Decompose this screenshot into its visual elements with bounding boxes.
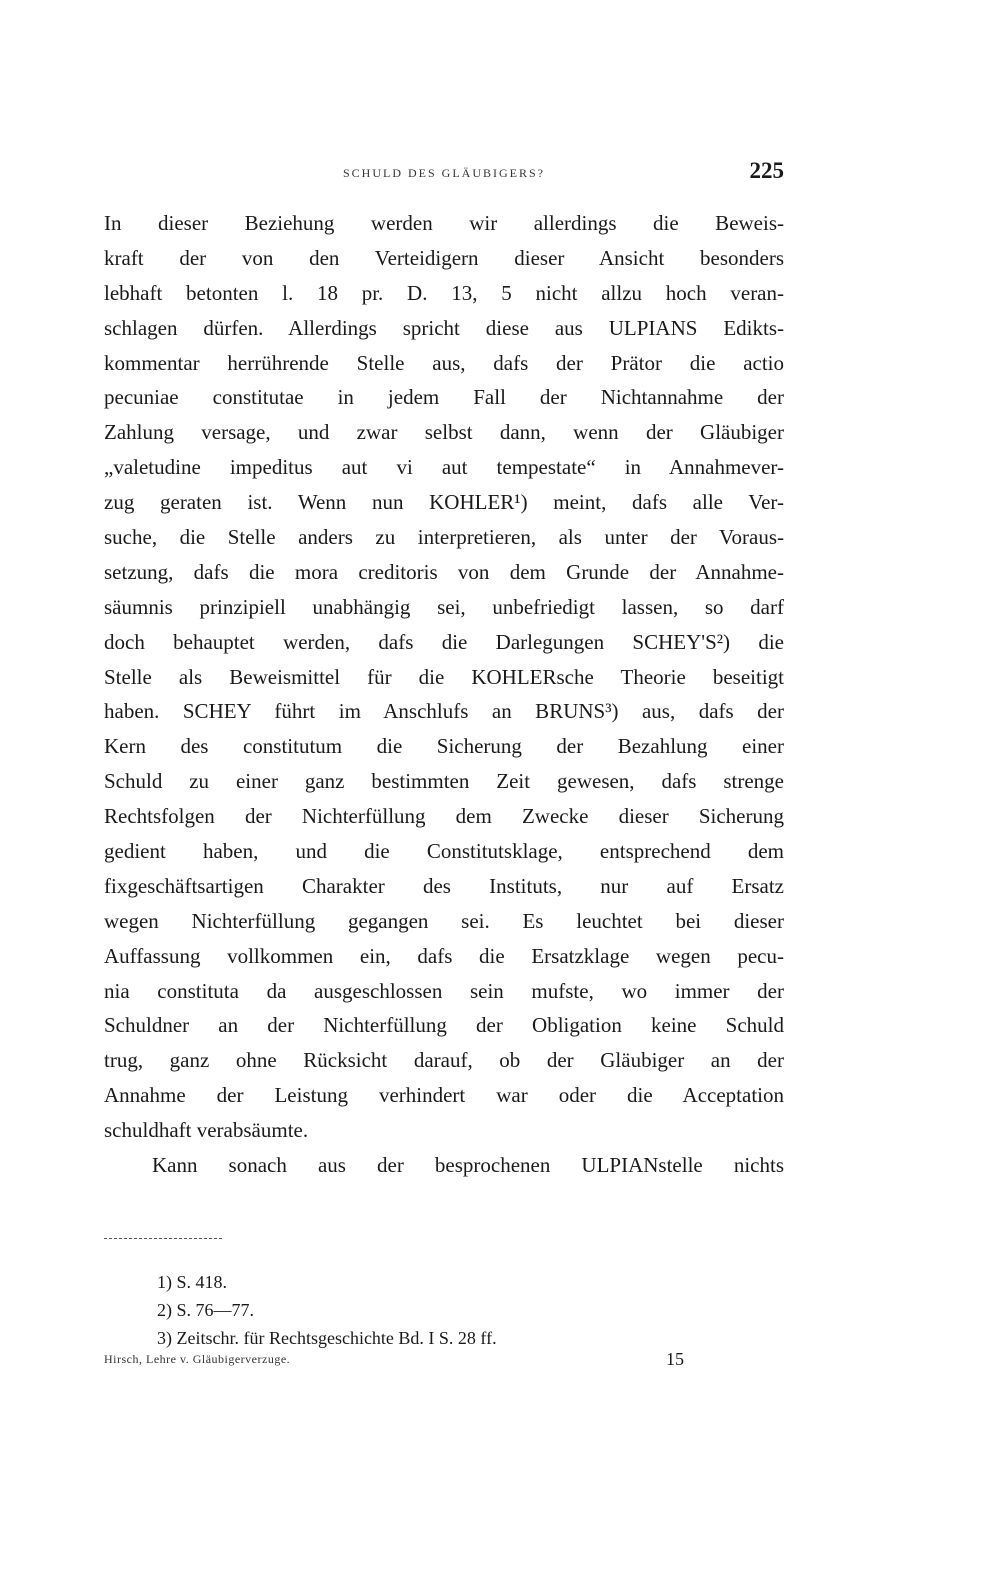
text-line: In dieser Beziehung werden wir allerdings die Beweis- bbox=[104, 211, 784, 235]
body-text bbox=[104, 206, 784, 1183]
text-line: suche, die Stelle anders zu interpretieren, als unter der Voraus- bbox=[104, 525, 784, 550]
running-title: SCHULD DES GLÄUBIGERS? bbox=[342, 166, 545, 180]
text-line: säumnis prinzipiell unabhängig sei, unbefriedigt lassen, so darf bbox=[104, 594, 784, 619]
running-head bbox=[104, 158, 784, 188]
page-number: 225 bbox=[749, 158, 784, 183]
text-line: lebhaft betonten l. 18 pr. D. 13, 5 nicht allzu hoch veran- bbox=[104, 280, 784, 305]
text-line: schlagen dürfen. Allerdings spricht diese aus ULPIANS Edikts- bbox=[104, 315, 784, 340]
footnote: 3) Zeitschr. für Rechtsgeschichte Bd. I S. 28 ff. bbox=[157, 1328, 497, 1348]
text-line: gedient haben, und die Constitutsklage, entsprechend dem bbox=[104, 839, 784, 864]
text-line: „valetudine impeditus aut vi aut tempestate“ in Annahmever- bbox=[104, 455, 784, 480]
text-line: pecuniae constitutae in jedem Fall der Nichtannahme der bbox=[104, 385, 784, 410]
text-line: zug geraten ist. Wenn nun KOHLER¹) meint, dafs alle Ver- bbox=[104, 490, 784, 515]
text-line: doch behauptet werden, dafs die Darlegungen SCHEY'S²) die bbox=[104, 629, 784, 654]
text-line: wegen Nichterfüllung gegangen sei. Es leuchtet bei dieser bbox=[104, 908, 784, 933]
text-line: trug, ganz ohne Rücksicht darauf, ob der Gläubiger an der bbox=[104, 1048, 784, 1073]
text-line: fixgeschäftsartigen Charakter des Instituts, nur auf Ersatz bbox=[104, 873, 784, 898]
text-line: setzung, dafs die mora creditoris von dem Grunde der Annahme- bbox=[104, 559, 784, 584]
footnote-divider bbox=[104, 1238, 222, 1239]
text-line: Kern des constitutum die Sicherung der Bezahlung einer bbox=[104, 734, 784, 759]
text-line: haben. SCHEY führt im Anschlufs an BRUNS³) aus, dafs der bbox=[104, 699, 784, 724]
sheet-number: 15 bbox=[666, 1349, 684, 1369]
footnote: 1) S. 418. bbox=[157, 1272, 228, 1292]
text-line: kommentar herrührende Stelle aus, dafs der Prätor die actio bbox=[104, 350, 784, 375]
text-line: Kann sonach aus der besprochenen ULPIANstelle nichts bbox=[152, 1153, 784, 1178]
printer-signature: Hirsch, Lehre v. Gläubigerverzuge. bbox=[104, 1352, 291, 1366]
text-line: Rechtsfolgen der Nichterfüllung dem Zwecke dieser Sicherung bbox=[104, 804, 784, 829]
text-line: Stelle als Beweismittel für die KOHLERsche Theorie beseitigt bbox=[104, 664, 784, 689]
footnote: 2) S. 76—77. bbox=[157, 1300, 255, 1320]
text-line: Annahme der Leistung verhindert war oder die Acceptation bbox=[104, 1083, 784, 1108]
footnotes bbox=[157, 1268, 784, 1352]
text-line: schuldhaft verabsäumte. bbox=[104, 1118, 309, 1143]
text-line: Schuld zu einer ganz bestimmten Zeit gewesen, dafs strenge bbox=[104, 769, 784, 794]
signature-line bbox=[104, 1349, 684, 1372]
text-line: Schuldner an der Nichterfüllung der Obligation keine Schuld bbox=[104, 1013, 784, 1038]
text-line: kraft der von den Verteidigern dieser Ansicht besonders bbox=[104, 245, 784, 270]
text-line: Zahlung versage, und zwar selbst dann, wenn der Gläubiger bbox=[104, 420, 784, 445]
text-line: nia constituta da ausgeschlossen sein mufste, wo immer der bbox=[104, 978, 784, 1003]
text-line: Auffassung vollkommen ein, dafs die Ersatzklage wegen pecu- bbox=[104, 943, 784, 968]
